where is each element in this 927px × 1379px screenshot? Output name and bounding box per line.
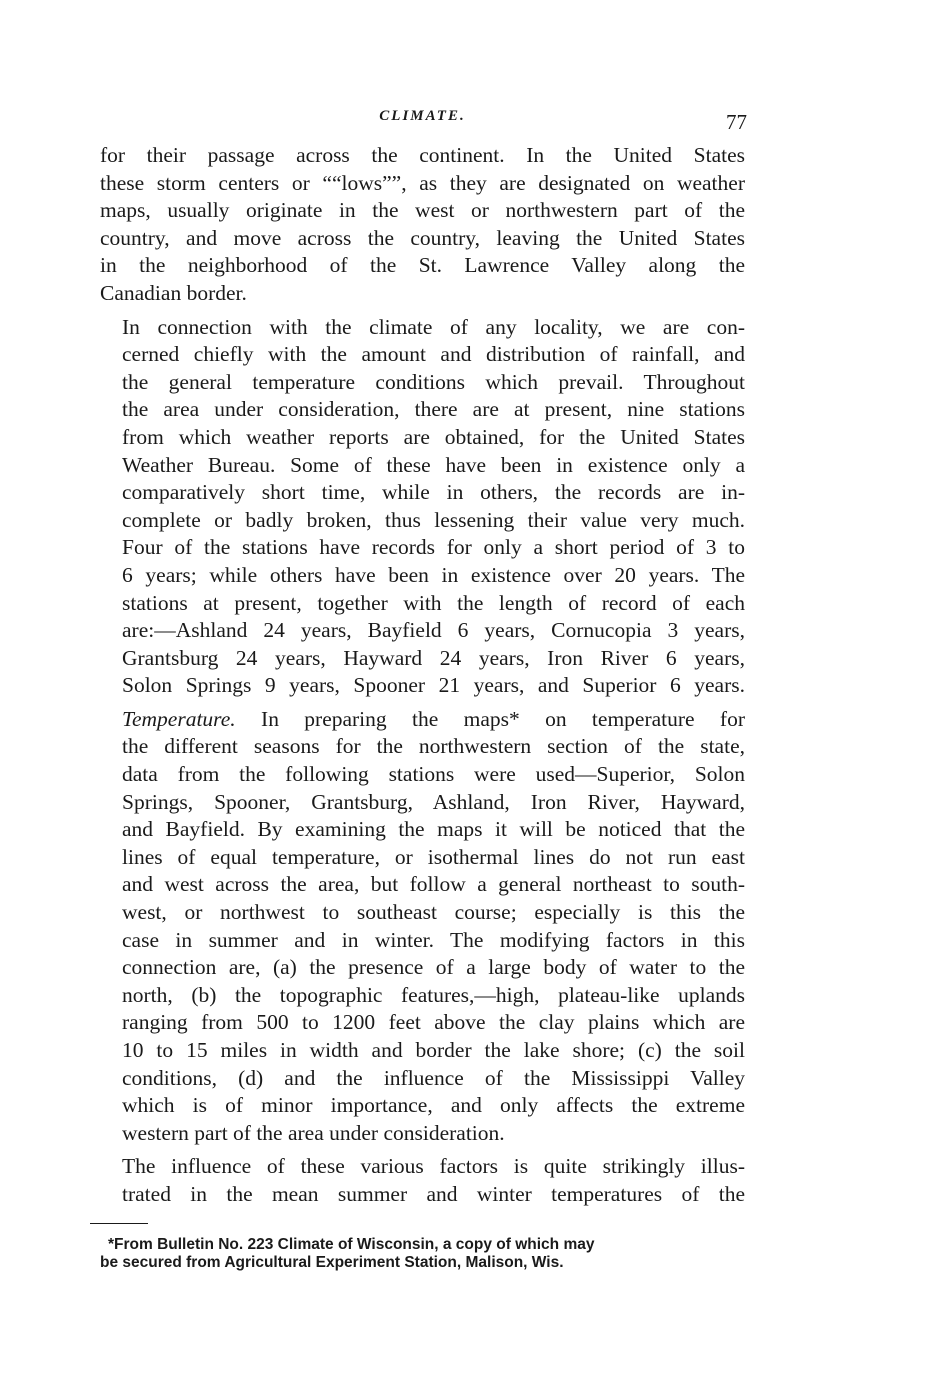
text-line: lines of equal temperature, or isothermal lines do not run east	[122, 844, 745, 869]
text-line: connection are, (a) the presence of a large body of water to the	[122, 955, 745, 980]
text-line: ranging from 500 to 1200 feet above the clay plains which are	[122, 1010, 745, 1035]
text-line	[100, 706, 745, 734]
text-line: Grantsburg 24 years, Hayward 24 years, Iron River 6 years,	[122, 645, 745, 670]
footnote-line: be secured from Agricultural Experiment Station, Malison, Wis.	[100, 1253, 564, 1271]
text-line: are:—Ashland 24 years, Bayfield 6 years, Cornucopia 3 years,	[122, 618, 745, 643]
text-line: and west across the area, but follow a general northeast to south-	[122, 872, 745, 897]
text-line: comparatively short time, while in others, the records are in-	[122, 480, 745, 505]
text-line: 6 years; while others have been in existence over 20 years. The	[122, 562, 745, 587]
text-line: maps, usually originate in the west or northwestern part of the	[100, 198, 745, 223]
text-line: in the neighborhood of the St. Lawrence Valley along the	[100, 253, 745, 278]
text-line: Four of the stations have records for only a short period of 3 to	[122, 535, 745, 560]
paragraph-temperature	[100, 706, 745, 1148]
text-line: from which weather reports are obtained, for the United States	[122, 424, 745, 449]
text-line: western part of the area under consideration.	[122, 1120, 505, 1145]
paragraph-influence	[100, 1153, 745, 1208]
text-line: the area under consideration, there are at present, nine stations	[122, 397, 745, 422]
page-number: 77	[726, 110, 747, 134]
footnote-line: *From Bulletin No. 223 Climate of Wisconsin, a copy of which may	[108, 1235, 595, 1253]
text-line: Canadian border.	[100, 280, 247, 305]
running-title: CLIMATE.	[379, 108, 466, 124]
text-line: which is of minor importance, and only affects the extreme	[122, 1093, 745, 1118]
text-line: data from the following stations were used—Superior, Solon	[122, 762, 745, 787]
document-page	[100, 108, 745, 1272]
text-line: these storm centers or ““lows””, as they are designated on weather	[100, 170, 745, 195]
text-line: Weather Bureau. Some of these have been in existence only a	[122, 452, 745, 477]
text-line: case in summer and in winter. The modifying factors in this	[122, 927, 745, 952]
footnote	[100, 1236, 745, 1272]
text-line: In connection with the climate of any locality, we are con-	[122, 314, 745, 339]
text-line: north, (b) the topographic features,—high, plateau-like uplands	[122, 982, 745, 1007]
text-fragment: In preparing the maps* on temperature for	[235, 706, 745, 731]
section-lead-in: Temperature.	[122, 706, 236, 731]
text-line: complete or badly broken, thus lessening their value very much.	[122, 507, 745, 532]
text-line: west, or northwest to southeast course; especially is this the	[122, 900, 745, 925]
text-line: stations at present, together with the length of record of each	[122, 590, 745, 615]
running-head	[100, 108, 745, 142]
text-line: 10 to 15 miles in width and border the lake shore; (c) the soil	[122, 1038, 745, 1062]
text-line: country, and move across the country, leaving the United States	[100, 225, 745, 250]
paragraph-stations	[100, 314, 745, 700]
text-line: The influence of these various factors is quite strikingly illus-	[122, 1154, 745, 1179]
text-line: Springs, Spooner, Grantsburg, Ashland, Iron River, Hayward,	[122, 789, 745, 814]
text-line: for their passage across the continent. In the United States	[100, 143, 745, 167]
text-line: and Bayfield. By examining the maps it will be noticed that the	[122, 817, 745, 842]
text-line: cerned chiefly with the amount and distribution of rainfall, and	[122, 342, 745, 367]
text-line: the different seasons for the northwestern section of the state,	[122, 734, 745, 759]
text-line: the general temperature conditions which prevail. Throughout	[122, 369, 745, 394]
footnote-divider	[90, 1223, 148, 1224]
text-line: Solon Springs 9 years, Spooner 21 years, and Superior 6 years.	[122, 673, 745, 698]
paragraph-storm-centers	[100, 142, 745, 308]
text-line: trated in the mean summer and winter temperatures of the	[122, 1181, 745, 1206]
text-line: conditions, (d) and the influence of the Mississippi Valley	[122, 1065, 745, 1090]
